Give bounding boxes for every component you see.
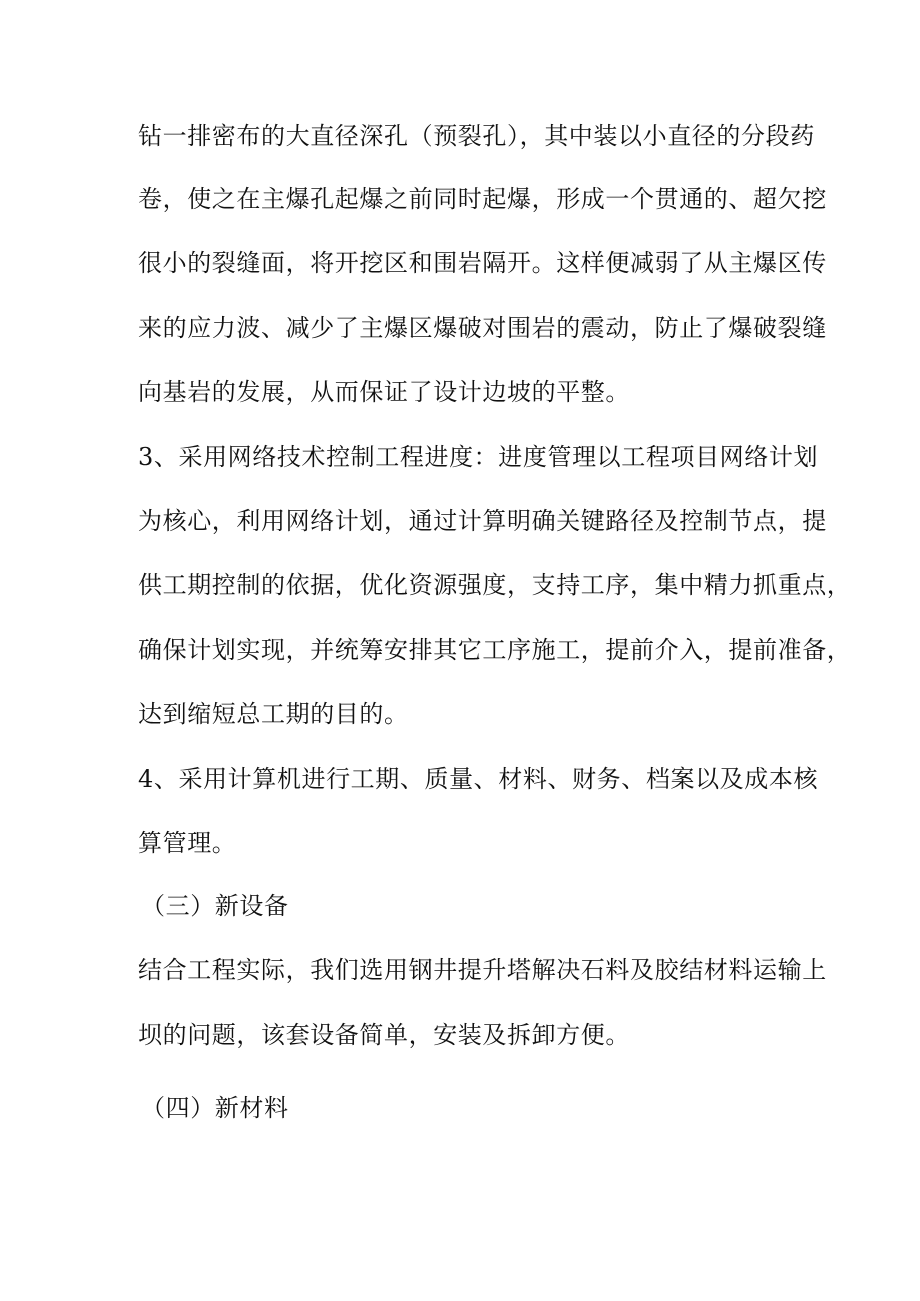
paragraph-line: 达到缩短总工期的目的。: [138, 700, 409, 728]
paragraph-line: 供工期控制的依据，优化资源强度，支持工序，集中精力抓重点，: [138, 571, 852, 599]
paragraph-line: 3、采用网络技术控制工程进度：进度管理以工程项目网络计划: [138, 443, 819, 471]
paragraph-line: 卷，使之在主爆孔起爆之前同时起爆，形成一个贯通的、超欠挖: [138, 185, 827, 213]
paragraph-line: 为核心，利用网络计划，通过计算明确关键路径及控制节点，提: [138, 507, 827, 535]
paragraph-line: 来的应力波、减少了主爆区爆破对围岩的震动，防止了爆破裂缝: [138, 314, 827, 342]
paragraph-line: 结合工程实际，我们选用钢井提升塔解决石料及胶结材料运输上: [138, 956, 827, 984]
paragraph-line: 算管理。: [138, 829, 237, 857]
section-heading: （四）新材料: [141, 1094, 289, 1122]
paragraph-line: 钻一排密布的大直径深孔（预裂孔），其中装以小直径的分段药: [138, 122, 815, 150]
paragraph-line: 很小的裂缝面，将开挖区和围岩隔开。这样便减弱了从主爆区传: [138, 249, 827, 277]
paragraph-line: 向基岩的发展，从而保证了设计边坡的平整。: [138, 378, 630, 406]
paragraph-line: 4、采用计算机进行工期、质量、材料、财务、档案以及成本核: [138, 765, 819, 793]
paragraph-line: 坝的问题，该套设备简单，安装及拆卸方便。: [138, 1021, 630, 1049]
paragraph-line: 确保计划实现，并统筹安排其它工序施工，提前介入，提前准备，: [138, 636, 852, 664]
section-heading: （三）新设备: [141, 892, 289, 920]
